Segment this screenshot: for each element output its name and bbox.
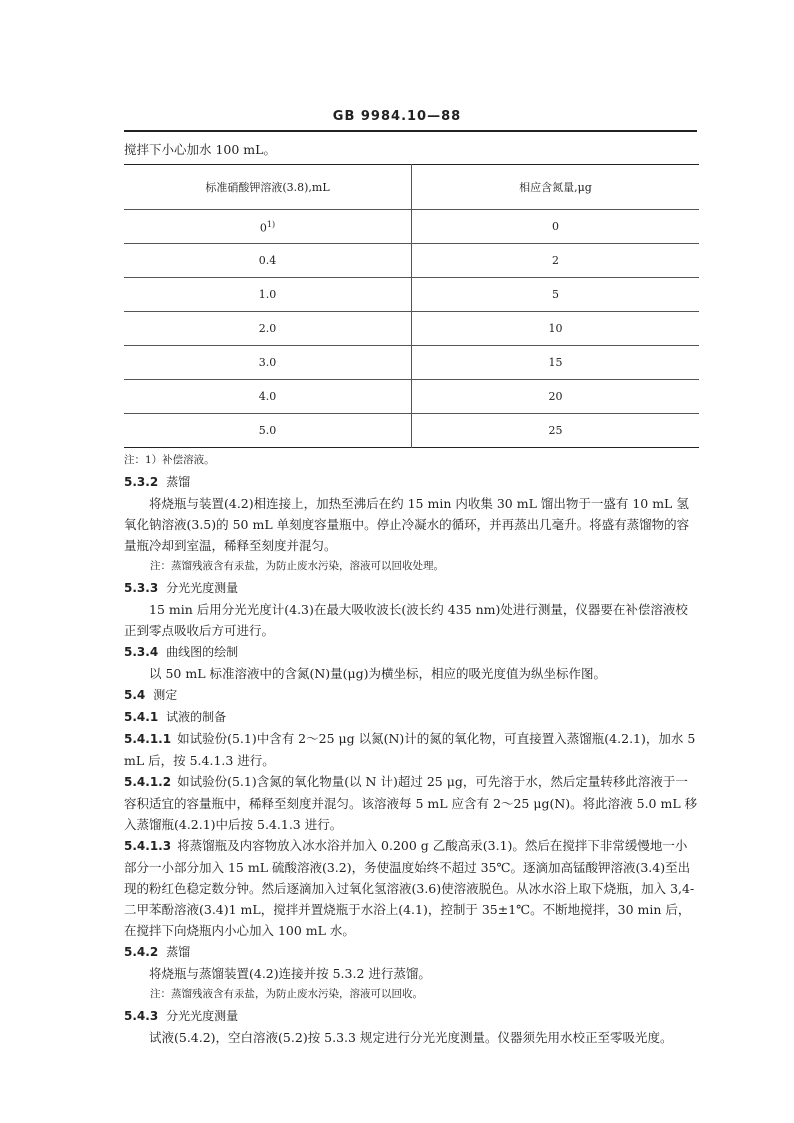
section-body-5-4-2: 将烧瓶与蒸馏装置(4.2)连接并按 5.3.2 进行蒸馏。 [149,966,431,981]
section-title: 分光光度测量 [166,581,239,595]
section-number: 5.4.3 [124,1009,159,1023]
table-cell: 2 [412,244,700,278]
table-cell: 1.0 [124,278,412,312]
table-footnote: 注：1）补偿溶液。 [124,454,215,466]
section-heading-5-3-3 [124,578,699,599]
section-number: 5.3.4 [124,645,159,659]
section-heading-5-4 [124,685,699,706]
footnote-mark: 1) [266,220,276,230]
header-rule [124,130,697,132]
column-header-standard-solution: 标准硝酸钾溶液(3.8),mL [124,165,412,210]
table-row [124,380,699,414]
calibration-table [124,164,699,448]
section-title: 蒸馏 [166,945,191,959]
table-cell: 5 [412,278,700,312]
column-header-nitrogen-content: 相应含氮量,μg [412,165,700,210]
standard-number-header: GB 9984.10—88 [332,109,462,124]
section-heading-5-3-4 [124,642,699,663]
section-number: 5.3.2 [124,475,159,489]
section-note-5-4-2: 注：蒸馏残液含有汞盐，为防止废水污染，溶液可以回收。 [150,988,423,1000]
table-cell: 0 [552,220,559,233]
section-body-5-3-4: 以 50 mL 标准溶液中的含氮(N)量(μg)为横坐标，相应的吸光度值为纵坐标作图。 [149,666,607,681]
section-heading-5-4-1 [124,707,699,728]
clause-5-4-1-3 [124,835,699,941]
section-heading-5-4-2 [124,942,699,963]
table-row [124,210,699,244]
section-number: 5.4.2 [124,945,159,959]
section-heading-5-4-3 [124,1006,699,1027]
section-body-5-3-2: 将烧瓶与装置(4.2)相连接上，加热至沸后在约 15 min 内收集 30 mL 馏出物于一盛有 10 mL 氢氧化钠溶液(3.5)的 50 mL 单刻度容量瓶中。停止冷凝水的循环，并再蒸出几毫升。将盛有蒸馏物的容量瓶冷却到室温，稀释至刻度并混匀。 [124,496,690,553]
table-cell: 25 [412,414,700,448]
table-cell: 3.0 [124,346,412,380]
table-cell-value: 0 [259,221,267,235]
section-title: 曲线图的绘制 [166,645,239,659]
clause-5-4-1-1 [124,728,699,771]
section-title: 测定 [153,688,178,702]
table-row [124,312,699,346]
table-row [124,278,699,312]
section-title: 蒸馏 [166,475,191,489]
section-number: 5.4 [124,688,146,702]
section-title: 试液的制备 [166,710,227,724]
table-cell [124,210,412,244]
table-cell: 0.4 [124,244,412,278]
table-cell: 2.0 [124,312,412,346]
clause-5-4-1-2 [124,771,699,835]
section-title: 分光光度测量 [166,1009,239,1023]
table-cell: 15 [412,346,700,380]
table-row [124,414,699,448]
clause-number: 5.4.1.3 [124,839,172,853]
section-note-5-3-2: 注：蒸馏残液含有汞盐，为防止废水污染，溶液可以回收处理。 [150,560,444,572]
page-content [124,139,699,1048]
clause-number: 5.4.1.2 [124,775,172,789]
table-cell: 10 [412,312,700,346]
clause-body: 如试验份(5.1)含氮的氧化物量(以 N 计)超过 25 μg，可先溶于水，然后定量转移此溶液于一容积适宜的容量瓶中，稀释至刻度并混匀。该溶液每 5 mL 应含有 2～25 μg(N)。将此溶液 5.0 mL 移入蒸馏瓶(4.2.1)中后按 5.4.1.3 进行。 [124,774,698,832]
table-cell: 5.0 [124,414,412,448]
clause-number: 5.4.1.1 [124,732,172,746]
table-row [124,244,699,278]
clause-body: 如试验份(5.1)中含有 2～25 μg 以氮(N)计的氮的氧化物，可直接置入蒸馏瓶(4.2.1)，加水 5 mL 后，按 5.4.1.3 进行。 [124,731,696,768]
clause-body: 将蒸馏瓶及内容物放入冰水浴并加入 0.200 g 乙酸高汞(3.1)。然后在搅拌下非常缓慢地一小部分一小部分加入 15 mL 硫酸溶液(3.2)，务使温度始终不超过 35℃。逐滴加高锰酸钾溶液(3.4)至出现的粉红色稳定数分钟。然后逐滴加入过氧化氢溶液(3.6)使溶液脱色。从冰水浴上取下烧瓶，加入 3,4-二甲苯酚溶液(3.4)1 mL，搅拌并置烧瓶于水浴上(4.1)，控制于 35±1℃。不断地搅拌，30 min 后，在搅拌下向烧瓶内小心加入 100 mL 水。 [124,838,695,938]
table-cell: 4.0 [124,380,412,414]
table-row [124,346,699,380]
section-body-5-3-3: 15 min 后用分光光度计(4.3)在最大吸收波长(波长约 435 nm)处进行测量，仪器要在补偿溶液校正到零点吸收后方可进行。 [124,602,688,638]
intro-line: 搅拌下小心加水 100 mL。 [124,142,276,157]
section-heading-5-3-2 [124,472,699,493]
section-number: 5.4.1 [124,710,159,724]
table-header-row [124,165,699,210]
table-cell: 20 [412,380,700,414]
section-number: 5.3.3 [124,581,159,595]
section-body-5-4-3: 试液(5.4.2)，空白溶液(5.2)按 5.3.3 规定进行分光光度测量。仪器须先用水校正至零吸光度。 [149,1030,673,1045]
